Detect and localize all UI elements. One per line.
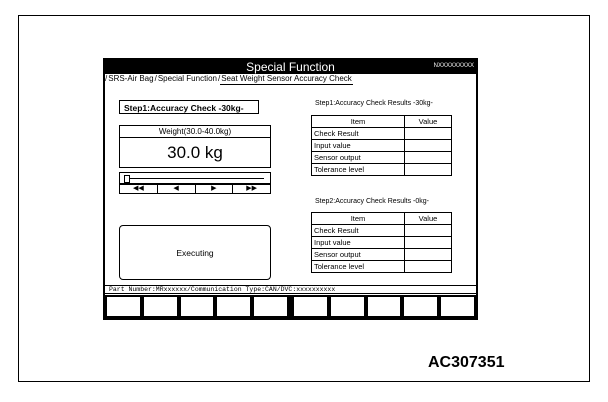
- result1-table: [311, 115, 452, 176]
- column-header-item: Item: [312, 213, 405, 225]
- execution-status-panel: Executing: [119, 225, 271, 280]
- function-key-3[interactable]: [180, 296, 215, 317]
- column-header-item: Item: [312, 116, 405, 128]
- weight-slider[interactable]: [119, 172, 271, 184]
- title-bar: [105, 60, 476, 74]
- table-header-row: [312, 116, 452, 128]
- screen-title: Special Function: [246, 60, 335, 74]
- breadcrumb-item-special-function[interactable]: Special Function: [157, 74, 217, 83]
- table-row: [312, 261, 452, 273]
- function-key-10[interactable]: [440, 296, 475, 317]
- breadcrumb-item-current[interactable]: Seat Weight Sensor Accuracy Check: [221, 74, 352, 83]
- nav-button-row: [119, 184, 271, 194]
- function-key-8[interactable]: [367, 296, 402, 317]
- function-key-2[interactable]: [143, 296, 178, 317]
- part-code: NXXXXXXXXX: [433, 63, 474, 69]
- row-item: Input value: [312, 237, 405, 249]
- slider-track: [126, 178, 264, 179]
- row-value: [405, 128, 452, 140]
- row-value: [405, 140, 452, 152]
- status-bar: Part Number:MRxxxxxx/Communication Type:CAN/DVC:xxxxxxxxxx: [105, 285, 476, 294]
- fast-rewind-button[interactable]: ◀◀: [120, 185, 158, 193]
- row-value: [405, 152, 452, 164]
- row-value: [405, 237, 452, 249]
- table-row: [312, 225, 452, 237]
- step-back-button[interactable]: ◀: [158, 185, 196, 193]
- table-row: [312, 249, 452, 261]
- function-key-bar: [105, 295, 476, 318]
- weight-panel: [119, 125, 271, 168]
- result2-table: [311, 212, 452, 273]
- row-item: Tolerance level: [312, 261, 405, 273]
- breadcrumb-item-srs[interactable]: SRS-Air Bag: [108, 74, 154, 83]
- table-row: [312, 237, 452, 249]
- row-item: Input value: [312, 140, 405, 152]
- column-header-value: Value: [405, 213, 452, 225]
- row-value: [405, 164, 452, 176]
- breadcrumb: /SRS-Air Bag/Special Function/Seat Weight Sensor Accuracy Check: [105, 74, 352, 83]
- function-key-4[interactable]: [216, 296, 251, 317]
- result1-title: Step1:Accuracy Check Results -30kg-: [315, 100, 433, 107]
- column-header-value: Value: [405, 116, 452, 128]
- fast-forward-button[interactable]: ▶▶: [246, 185, 258, 192]
- row-value: [405, 225, 452, 237]
- table-row: [312, 152, 452, 164]
- row-item: Sensor output: [312, 249, 405, 261]
- row-item: Check Result: [312, 225, 405, 237]
- row-item: Tolerance level: [312, 164, 405, 176]
- function-key-6[interactable]: [293, 296, 328, 317]
- row-item: Check Result: [312, 128, 405, 140]
- row-item: Sensor output: [312, 152, 405, 164]
- result2-title: Step2:Accuracy Check Results -0kg-: [315, 198, 429, 205]
- function-key-1[interactable]: [106, 296, 141, 317]
- function-key-9[interactable]: [403, 296, 438, 317]
- table-row: [312, 164, 452, 176]
- table-header-row: [312, 213, 452, 225]
- row-value: [405, 249, 452, 261]
- step-forward-button[interactable]: ▶: [196, 185, 234, 193]
- function-key-5[interactable]: [253, 296, 288, 317]
- table-row: [312, 140, 452, 152]
- diagnostic-screen: [103, 58, 478, 320]
- slider-thumb[interactable]: [124, 175, 130, 183]
- row-value: [405, 261, 452, 273]
- function-key-7[interactable]: [330, 296, 365, 317]
- table-row: [312, 128, 452, 140]
- step-title: Step1:Accuracy Check -30kg-: [119, 100, 259, 114]
- weight-value: 30.0 kg: [167, 143, 223, 162]
- figure-code: AC307351: [428, 354, 505, 371]
- weight-label: Weight(30.0-40.0kg): [120, 126, 270, 138]
